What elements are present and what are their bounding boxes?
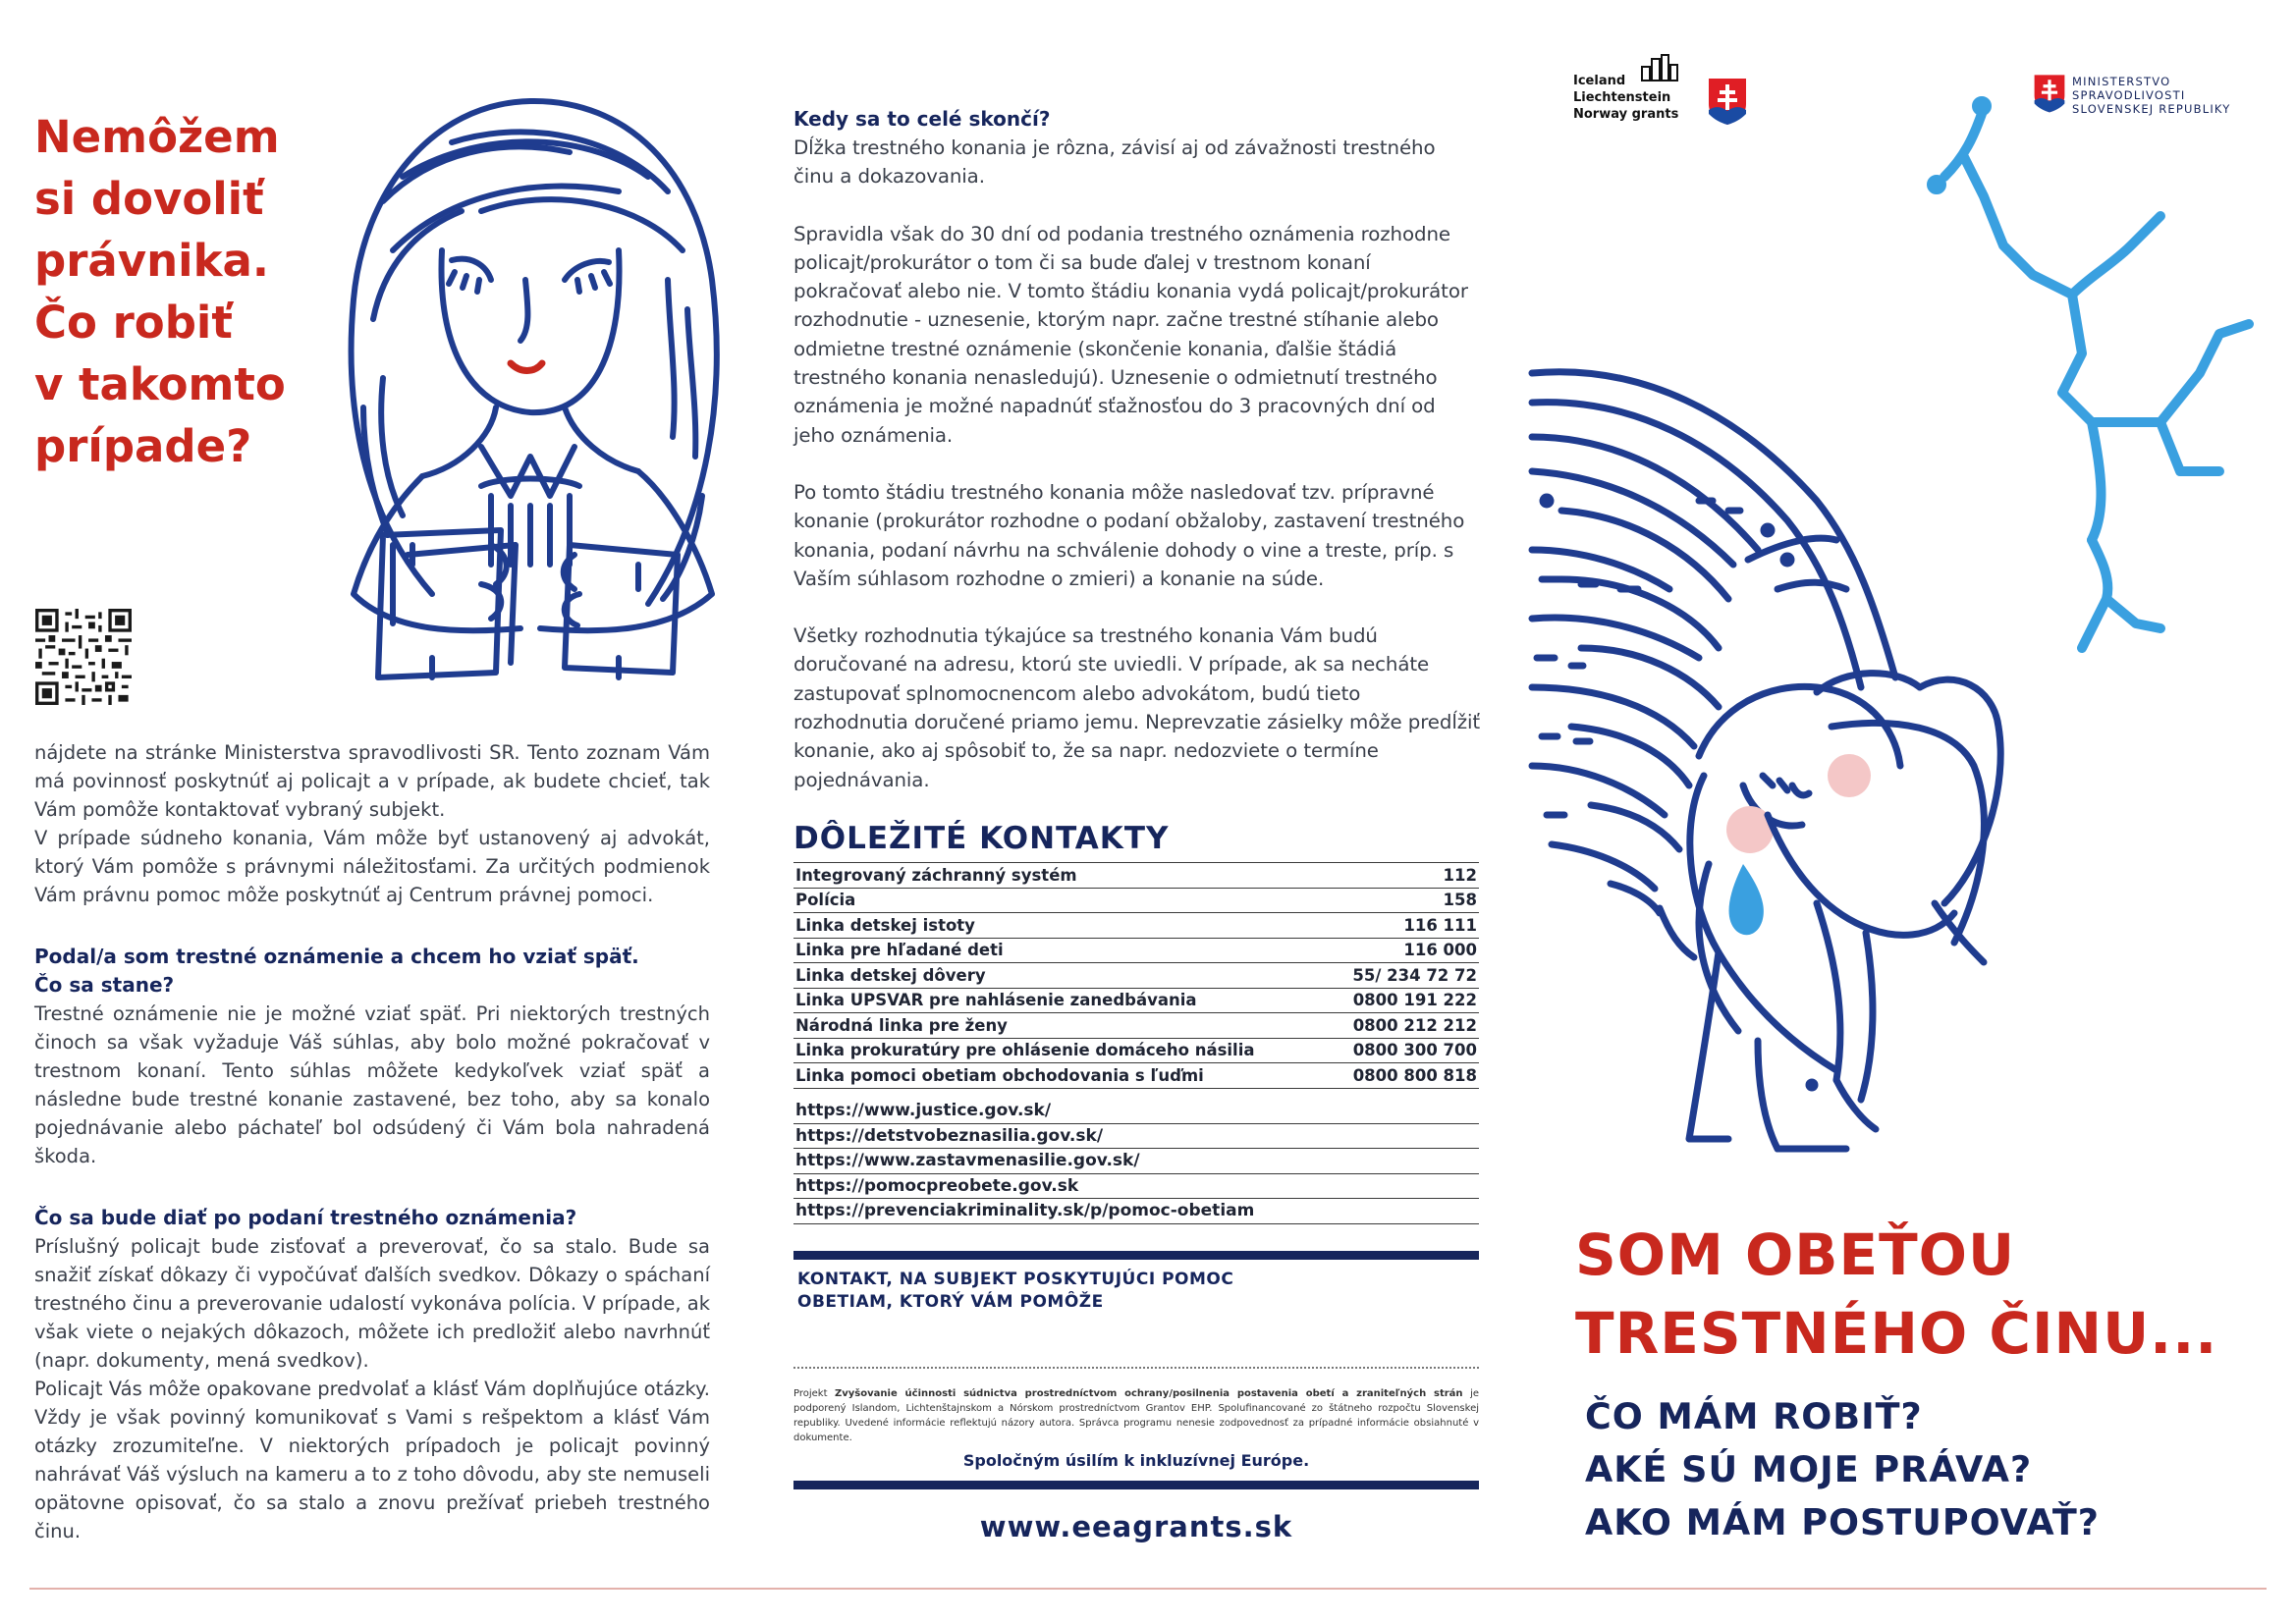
end-para-2: Spravidla však do 30 dní od podania trestného oznámenia rozhodne policajt/prokurátor o tom či sa bude ďalej v trestnom konaní pokračovať alebo nie. V tomto štádiu konania vydá policajt/prokurátor rozhodnutie - uznesenie, ktorým napr. začne trestné stíhanie alebo odmietne trestné oznámenie (skončenie konania, ďalšie štádiá trestného konania nenasledujú). Uznesenie o odmietnutí trestného oznámenia je možné napadnúť sťažnosťou do 3 pracovných dní od jeho oznámenia. [793, 222, 1468, 447]
intro-paragraph-1: nájdete na stránke Ministerstva spravodlivosti SR. Tento zoznam Vám má povinnosť poskytnúť aj policajt a v prípade, ak budete chcieť, tak Vám pomôže kontaktovať vybraný subjekt. [34, 741, 710, 821]
contact-number[interactable]: 112 [1331, 863, 1479, 889]
resource-link[interactable]: https://www.justice.gov.sk/ [793, 1099, 1479, 1124]
contact-number[interactable]: 0800 800 818 [1331, 1063, 1479, 1089]
crying-woman-illustration [1522, 353, 2151, 1188]
contact-name: Linka prokuratúry pre ohlásenie domáceho násilia [793, 1038, 1331, 1063]
end-heading: Kedy sa to celé skončí? [793, 107, 1051, 131]
contact-name: Linka pre hľadané deti [793, 938, 1331, 963]
resource-link[interactable]: https://www.zastavmenasilie.gov.sk/ [793, 1149, 1479, 1174]
contact-number[interactable]: 158 [1331, 888, 1479, 913]
eea-grants-icon [1640, 55, 1679, 84]
contact-number[interactable]: 0800 300 700 [1331, 1038, 1479, 1063]
bottom-border-line [29, 1588, 2267, 1590]
contacts-title: DÔLEŽITÉ KONTAKTY [793, 821, 1170, 856]
contact-row [793, 1013, 1479, 1039]
contact-number[interactable]: 116 000 [1331, 938, 1479, 963]
contacts-table [793, 862, 1479, 1089]
tagline: Spoločným úsilím k inkluzívnej Európe. [962, 1451, 1310, 1470]
middle-panel [746, 0, 1512, 1623]
contact-name: Linka detskej istoty [793, 913, 1331, 939]
contact-name: Polícia [793, 888, 1331, 913]
after-report-heading: Čo sa bude diať po podaní trestného oznámenia? [34, 1206, 577, 1229]
contact-number[interactable]: 55/ 234 72 72 [1331, 963, 1479, 989]
contact-number[interactable]: 0800 212 212 [1331, 1013, 1479, 1039]
after-report-section [34, 1204, 710, 1545]
woman-with-documents-illustration [324, 83, 737, 712]
project-fine-print: Projekt Zvyšovanie účinnosti súdnictva prostredníctvom ochrany/posilnenia postavenia obetí a zraniteľných strán je podporený Islandom, Lichtenštajnskom a Nórskom prostredníctvom Grantov EHP. Spolufinancované zo štátneho rozpočtu Slovenskej republiky. Uvedené informácie reflektujú názory autora. Správca programu nenesie zodpovednosť za prípadné informácie obsiahnuté v dokumente. [793, 1388, 1480, 1443]
resource-link[interactable]: https://pomocpreobete.gov.sk [793, 1174, 1479, 1200]
contact-name: Linka pomoci obetiam obchodovania s ľuďmi [793, 1063, 1331, 1089]
qr-code[interactable] [35, 609, 132, 705]
end-para-4: Všetky rozhodnutia týkajúce sa trestného konania Vám budú doručované na adresu, ktorú ste uviedli. V prípade, ak sa necháte zastupovať splnomocnencom alebo advokátom, budú tieto rozhodnutia doručené priamo jemu. Neprevzatie zásielky môže predĺžiť konanie, ako aj spôsobiť to, že sa napr. nedozviete o termíne pojednávania. [793, 624, 1481, 791]
website-link[interactable]: www.eeagrants.sk [979, 1510, 1293, 1543]
main-subtitle: ČO MÁM ROBIŤ? AKÉ SÚ MOJE PRÁVA? AKO MÁM POSTUPOVAŤ? [1585, 1395, 2100, 1543]
withdraw-heading-1: Podal/a som trestné oznámenie a chcem ho vziať späť. [34, 945, 639, 968]
contact-row [793, 963, 1479, 989]
end-para-1: Dĺžka trestného konania je rôzna, závisí aj od závažnosti trestného činu a dokazovania. [793, 136, 1436, 189]
contact-row [793, 938, 1479, 963]
divider-bar-top [793, 1251, 1479, 1260]
after-report-body-2: Policajt Vás môže opakovane predvolať a klásť Vám doplňujúce otázky. Vždy je však povinný komunikovať s Vami s rešpektom a klásť Vám otázky zrozumiteľne. V niektorých prípadoch je policajt povinný nahrávať Váš výsluch na kameru a to z toho dôvodu, aby ste nemuseli opätovne opisovať, čo sa stalo a znovu prežívať priebeh trestného činu. [34, 1378, 710, 1542]
end-section [793, 105, 1481, 794]
right-panel [1512, 0, 2296, 1623]
contact-row [793, 1063, 1479, 1089]
contact-row [793, 913, 1479, 939]
contact-box-line [793, 1367, 1479, 1369]
eea-grants-logo-text: Iceland Liechtenstein Norway grants [1573, 74, 1679, 122]
contact-number[interactable]: 116 111 [1331, 913, 1479, 939]
withdraw-body: Trestné oznámenie nie je možné vziať späť. Pri niektorých trestných činoch sa však vyžaduje Váš súhlas, aby bolo možné pokračovať v trestnom konaní. Tento súhlas môžete kedykoľvek vziať späť a následne bude trestné konanie zastavené, bez toho, aby sa konalo pojednávanie alebo páchateľ bol odsúdený či Vám bola nahradená škoda. [34, 1002, 710, 1167]
contact-row [793, 1038, 1479, 1063]
contact-name: Linka detskej dôvery [793, 963, 1331, 989]
contact-box-label: KONTAKT, NA SUBJEKT POSKYTUJÚCI POMOC OBETIAM, KTORÝ VÁM POMÔŽE [797, 1270, 1234, 1312]
links-list [793, 1099, 1479, 1224]
contact-number[interactable]: 0800 191 222 [1331, 988, 1479, 1013]
after-report-body-1: Príslušný policajt bude zisťovať a preverovať, čo sa stalo. Bude sa snažiť získať dôkazy či vypočúvať ďalších svedkov. Dôkazy o spáchaní trestného činu a preverovanie udalostí vykonáva polícia. V prípade, ak však viete o nejakých dôkazoch, môžete ich predložiť alebo navrhnúť (napr. dokumenty, mená svedkov). [34, 1235, 710, 1372]
contact-name: Národná linka pre ženy [793, 1013, 1331, 1039]
withdraw-section [34, 943, 710, 1170]
slovak-coat-of-arms-icon [1707, 77, 1748, 126]
contact-row [793, 863, 1479, 889]
end-para-3: Po tomto štádiu trestného konania môže nasledovať tzv. prípravné konanie (prokurátor rozhodne o podaní obžaloby, zastavení trestného konania, podaní návrhu na schválenie dohody o vine a treste, príp. s Vaším súhlasom rozhodne o zmieri) a konanie na súde. [793, 480, 1465, 590]
divider-bar-bottom [793, 1481, 1479, 1489]
contact-row [793, 988, 1479, 1013]
left-panel [0, 0, 746, 1623]
resource-link[interactable]: https://detstvobeznasilia.gov.sk/ [793, 1124, 1479, 1150]
hero-question: Nemôžem si dovoliť právnika. Čo robiť v takomto prípade? [34, 111, 286, 472]
intro-paragraph-2: V prípade súdneho konania, Vám môže byť ustanovený aj advokát, ktorý Vám pomôže s právnymi náležitosťami. Za určitých podmienok Vám právnu pomoc môže poskytnúť aj Centrum právnej pomoci. [34, 827, 710, 906]
withdraw-heading-2: Čo sa stane? [34, 973, 175, 997]
contact-name: Integrovaný záchranný systém [793, 863, 1331, 889]
resource-link[interactable]: https://prevenciakriminality.sk/p/pomoc-obetiam [793, 1199, 1479, 1224]
main-title: SOM OBEŤOU TRESTNÉHO ČINU... [1575, 1221, 2218, 1367]
intro-section [34, 738, 710, 909]
contact-row [793, 888, 1479, 913]
ministry-logo-text: MINISTERSTVO SPRAVODLIVOSTI SLOVENSKEJ REPUBLIKY [2072, 75, 2231, 116]
contact-name: Linka UPSVAR pre nahlásenie zanedbávania [793, 988, 1331, 1013]
